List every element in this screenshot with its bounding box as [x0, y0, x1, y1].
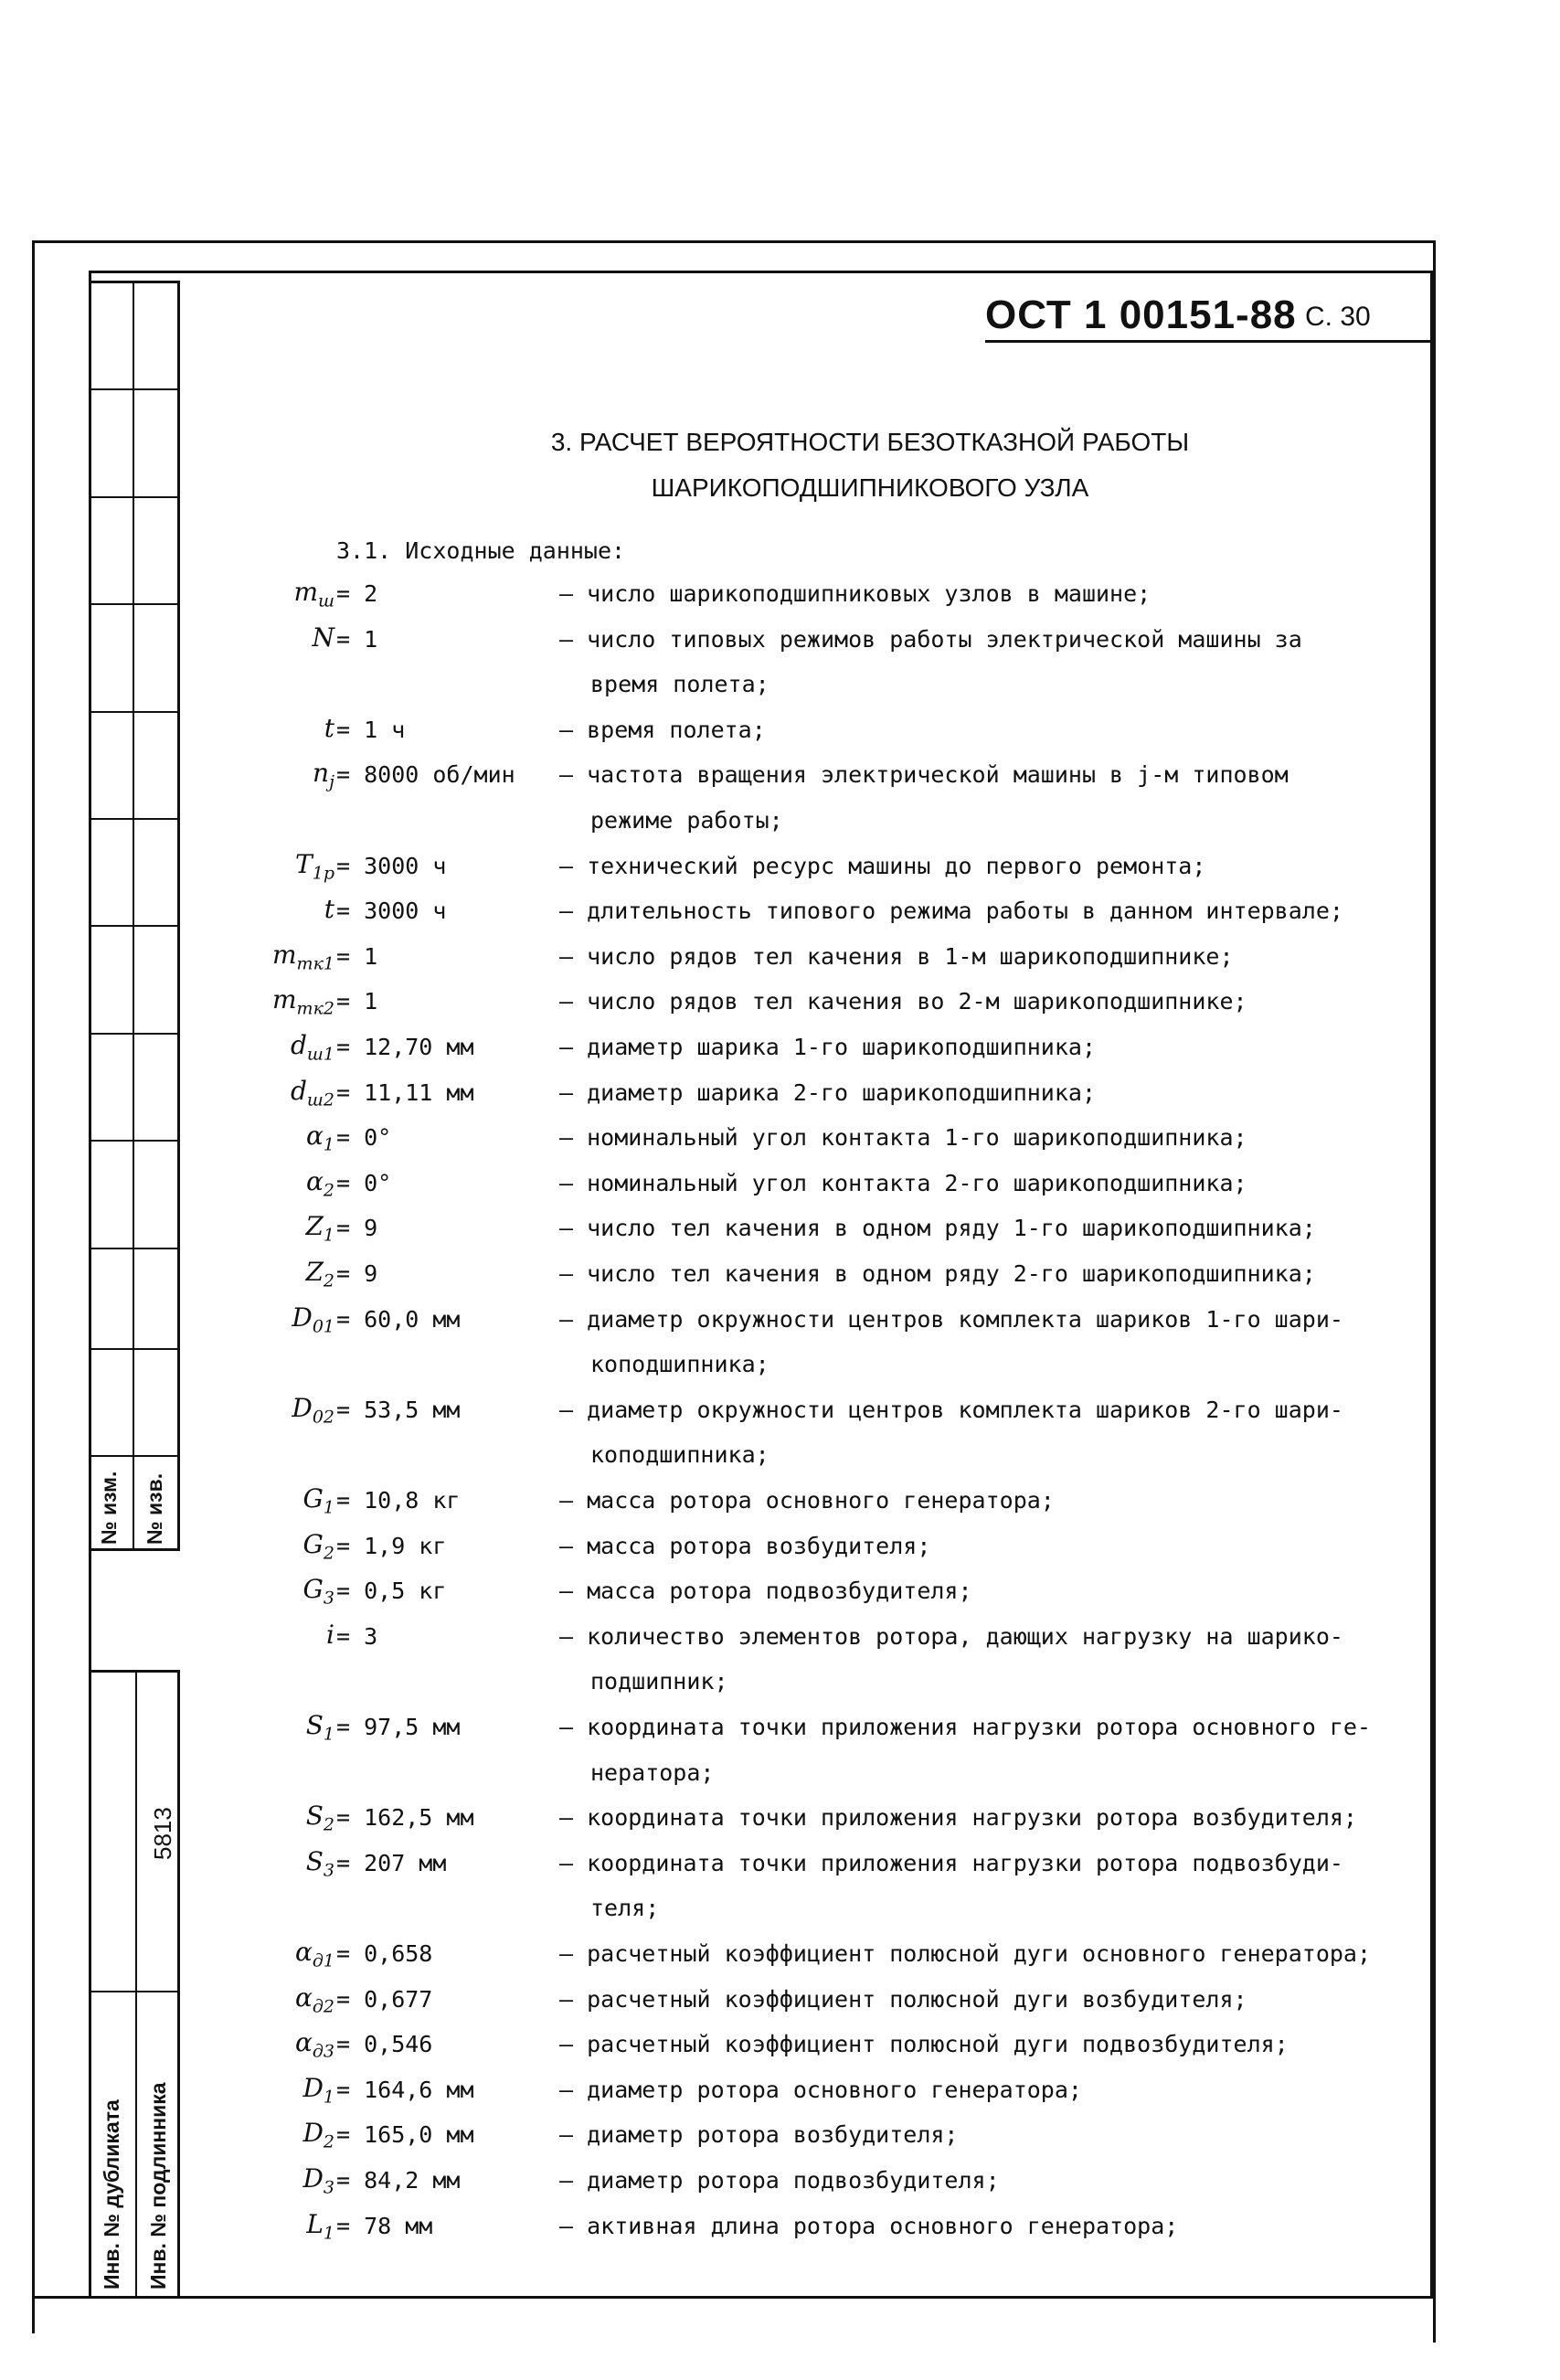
param-symbol	[0, 2073, 338, 2119]
param-description: – время полета;	[559, 716, 766, 743]
param-symbol	[0, 1166, 338, 1212]
page-top-border	[32, 240, 1435, 243]
param-symbol-base: D	[302, 2118, 324, 2149]
param-description: – длительность типового режима работы в данном интервале;	[559, 898, 1343, 925]
param-symbol-sub: 1	[323, 2087, 334, 2108]
param-value: = 12,70 мм	[336, 1034, 474, 1060]
section-title-line2: ШАРИКОПОДШИПНИКОВОГО УЗЛА	[651, 473, 1089, 502]
margin-row-line	[89, 388, 180, 390]
subheading: 3.1. Исходные данные:	[336, 537, 626, 564]
param-symbol	[0, 940, 338, 985]
param-symbol-base: t	[324, 712, 334, 743]
section-title-line1: 3. РАСЧЕТ ВЕРОЯТНОСТИ БЕЗОТКАЗНОЙ РАБОТЫ	[550, 428, 1190, 456]
param-value: = 97,5 мм	[336, 1714, 461, 1740]
param-symbol-base: D	[292, 1302, 313, 1333]
param-value: = 0,546	[336, 2031, 433, 2058]
param-symbol-sub: 2	[323, 1814, 334, 1835]
param-symbol-base: m	[271, 939, 297, 970]
param-symbol-base: α	[294, 1982, 313, 2013]
param-value: = 2	[336, 580, 378, 607]
param-symbol-sub: 3	[323, 1860, 334, 1881]
param-symbol-base: G	[302, 1483, 324, 1514]
param-value: = 165,0 мм	[336, 2121, 474, 2149]
param-symbol	[0, 1302, 338, 1348]
param-symbol	[0, 2163, 338, 2209]
param-value: = 1	[336, 988, 378, 1015]
param-value: = 9	[336, 1260, 378, 1287]
param-symbol	[0, 1121, 338, 1166]
param-description: – расчетный коэффициент полюсной дуги возбудителя;	[559, 1985, 1247, 2013]
param-description: – масса ротора возбудителя;	[559, 1532, 931, 1559]
param-description: – технический ресурс машины до первого ремонта;	[559, 852, 1206, 879]
param-symbol-base: G	[302, 1528, 324, 1559]
param-symbol	[0, 1076, 338, 1121]
param-description: – число рядов тел качения во 2-м шарикоподшипнике;	[559, 988, 1247, 1015]
param-symbol	[0, 1257, 338, 1302]
param-symbol	[0, 622, 338, 668]
param-symbol	[0, 577, 338, 622]
param-description-cont: подшипник;	[590, 1668, 728, 1695]
margin-row-line	[89, 818, 180, 820]
param-description-cont: режиме работы;	[590, 807, 783, 834]
param-value: = 1	[336, 625, 378, 653]
param-description: – активная длина ротора основного генератора;	[559, 2212, 1179, 2239]
param-symbol-sub: д2	[312, 1996, 334, 2017]
param-symbol-base: Z	[305, 1211, 324, 1242]
param-symbol	[0, 2118, 338, 2163]
param-symbol-sub: ш2	[306, 1089, 334, 1110]
param-symbol-base: t	[324, 894, 334, 925]
param-symbol-base: N	[312, 622, 334, 653]
margin-row-line	[89, 1348, 180, 1350]
param-description: – число тел качения в одном ряду 1-го шарикоподшипника;	[559, 1215, 1316, 1242]
param-value: = 9	[336, 1215, 378, 1242]
param-symbol-sub: 2	[323, 1180, 334, 1201]
param-symbol	[0, 1937, 338, 1982]
margin-row-line	[89, 496, 180, 498]
param-value: = 162,5 мм	[336, 1804, 474, 1832]
param-value: = 1,9 кг	[336, 1532, 447, 1559]
param-value: = 0°	[336, 1169, 392, 1196]
param-symbol	[0, 1211, 338, 1257]
margin-orig-label: Инв. № подлинника	[146, 2082, 170, 2290]
param-symbol	[0, 1393, 338, 1439]
param-symbol-base: G	[302, 1574, 324, 1605]
param-symbol-base: m	[293, 577, 318, 607]
param-description-cont: коподшипника;	[590, 1441, 769, 1469]
param-description: – частота вращения электрической машины в j-м типовом	[559, 761, 1289, 789]
param-symbol-sub: 1	[323, 2223, 334, 2244]
param-symbol-sub: д1	[312, 1950, 334, 1971]
param-description: – диаметр ротора подвозбудителя;	[559, 2167, 1000, 2194]
param-description: – расчетный коэффициент полюсной дуги подвозбудителя;	[559, 2031, 1289, 2058]
param-description: – диаметр ротора основного генератора;	[559, 2076, 1082, 2103]
param-symbol	[0, 1574, 338, 1620]
param-value: = 0,5 кг	[336, 1578, 447, 1605]
header-underline	[985, 340, 1435, 343]
param-symbol-base: α	[305, 1121, 324, 1152]
param-description: – диаметр шарика 2-го шарикоподшипника;	[559, 1078, 1096, 1106]
param-symbol-base: i	[326, 1619, 334, 1650]
param-description: – масса ротора подвозбудителя;	[559, 1578, 972, 1605]
param-value: = 3	[336, 1622, 378, 1650]
param-description-cont: коподшипника;	[590, 1351, 769, 1378]
page-number: С. 30	[1305, 302, 1371, 332]
param-value: = 60,0 мм	[336, 1305, 461, 1333]
param-symbol-base: d	[290, 1030, 307, 1060]
param-symbol-base: Z	[305, 1257, 324, 1287]
page-right-border	[1433, 240, 1436, 2343]
param-symbol	[0, 1710, 338, 1756]
param-value: = 0,658	[336, 1940, 433, 1967]
param-symbol	[0, 849, 338, 895]
param-symbol-base: S	[305, 1845, 324, 1876]
param-value: = 1 ч	[336, 716, 406, 743]
margin-dup-label: Инв. № дубликата	[100, 2099, 123, 2290]
param-value: = 78 мм	[336, 2212, 433, 2239]
param-description: – число шарикоподшипниковых узлов в машине;	[559, 580, 1151, 607]
param-description: – координата точки приложения нагрузки ротора основного ге-	[559, 1714, 1372, 1740]
param-symbol	[0, 1620, 338, 1665]
param-description: – номинальный угол контакта 1-го шарикоподшипника;	[559, 1124, 1247, 1152]
param-symbol-base: D	[302, 2072, 324, 2103]
param-symbol-sub: 2	[323, 1543, 334, 1564]
param-description: – диаметр ротора возбудителя;	[559, 2121, 959, 2149]
param-value: = 1	[336, 942, 378, 970]
param-symbol-base: α	[294, 2027, 313, 2058]
margin-orig-number: 5813	[149, 1807, 176, 1860]
param-description: – число типовых режимов работы электрической машины за	[559, 625, 1302, 653]
param-symbol-sub: 1	[323, 1497, 334, 1518]
param-symbol-sub: 01	[312, 1316, 334, 1337]
param-symbol	[0, 1801, 338, 1846]
param-description: – диаметр окружности центров комплекта шариков 1-го шари-	[559, 1305, 1343, 1333]
param-description-cont: теля;	[590, 1895, 660, 1922]
param-symbol-base: α	[305, 1165, 324, 1196]
param-symbol-sub: д3	[312, 2041, 334, 2062]
param-symbol-base: m	[271, 984, 297, 1015]
param-symbol-sub: 3	[323, 2177, 334, 2198]
param-symbol	[0, 1030, 338, 1076]
param-symbol	[0, 1982, 338, 2028]
param-symbol-base: n	[313, 758, 330, 789]
param-symbol-sub: 2	[323, 2131, 334, 2152]
param-symbol-sub: ш1	[306, 1044, 334, 1065]
param-symbol-sub: 1р	[312, 863, 334, 884]
param-value: = 10,8 кг	[336, 1487, 461, 1514]
param-symbol-base: D	[292, 1392, 313, 1423]
param-value: = 8000 об/мин	[336, 761, 515, 789]
param-description: – диаметр шарика 1-го шарикоподшипника;	[559, 1034, 1096, 1060]
param-symbol-sub: 1	[323, 1225, 334, 1246]
param-symbol	[0, 984, 338, 1030]
param-symbol-sub: 1	[323, 1134, 334, 1155]
param-symbol-base: D	[302, 2163, 324, 2194]
param-value: = 0°	[336, 1124, 392, 1152]
param-symbol-sub: j	[329, 771, 334, 792]
param-value: = 53,5 мм	[336, 1396, 461, 1423]
param-symbol-sub: ш	[318, 590, 334, 611]
param-symbol-sub: тк2	[296, 998, 334, 1019]
param-symbol	[0, 1483, 338, 1529]
param-value: = 84,2 мм	[336, 2167, 461, 2194]
param-description: – координата точки приложения нагрузки ротора возбудителя;	[559, 1804, 1357, 1832]
param-symbol-sub: 1	[323, 1724, 334, 1745]
param-value: = 164,6 мм	[336, 2076, 474, 2103]
margin-izm-label: № изм.	[97, 1471, 121, 1545]
param-symbol	[0, 894, 338, 940]
param-symbol	[0, 2027, 338, 2073]
param-description-cont: время полета;	[590, 671, 769, 698]
param-symbol	[0, 758, 338, 803]
param-symbol-base: S	[305, 1801, 324, 1832]
param-description: – расчетный коэффициент полюсной дуги основного генератора;	[559, 1940, 1372, 1967]
param-symbol-base: T	[295, 848, 313, 879]
param-description-cont: нератора;	[590, 1758, 715, 1786]
param-description: – число рядов тел качения в 1-м шарикоподшипнике;	[559, 942, 1234, 970]
param-symbol	[0, 1846, 338, 1892]
param-description: – координата точки приложения нагрузки ротора подвозбуди-	[559, 1849, 1343, 1876]
param-symbol-sub: 2	[323, 1270, 334, 1291]
param-symbol	[0, 2209, 338, 2255]
param-symbol-base: α	[294, 1937, 313, 1967]
param-value: = 207 мм	[336, 1849, 447, 1876]
param-symbol	[0, 1529, 338, 1575]
param-value: = 0,677	[336, 1985, 433, 2013]
param-description: – число тел качения в одном ряду 2-го шарикоподшипника;	[559, 1260, 1316, 1287]
param-symbol	[0, 713, 338, 759]
param-description: – количество элементов ротора, дающих нагрузку на шарико-	[559, 1622, 1343, 1650]
param-value: = 11,11 мм	[336, 1078, 474, 1106]
param-symbol-base: L	[306, 2208, 324, 2239]
param-symbol-sub: 3	[323, 1588, 334, 1609]
param-description: – диаметр окружности центров комплекта шариков 2-го шари-	[559, 1396, 1343, 1423]
param-symbol-base: d	[290, 1075, 307, 1106]
param-symbol-sub: тк1	[296, 953, 334, 974]
param-symbol-base: S	[305, 1710, 324, 1740]
margin-izv-label: № изв.	[143, 1472, 166, 1545]
param-description: – масса ротора основного генератора;	[559, 1487, 1055, 1514]
doc-code: ОСТ 1 00151-88	[985, 292, 1297, 337]
param-symbol-sub: 02	[312, 1407, 334, 1428]
param-value: = 3000 ч	[336, 898, 447, 925]
param-description: – номинальный угол контакта 2-го шарикоподшипника;	[559, 1169, 1247, 1196]
param-value: = 3000 ч	[336, 852, 447, 879]
margin-row-line	[89, 1455, 180, 1457]
